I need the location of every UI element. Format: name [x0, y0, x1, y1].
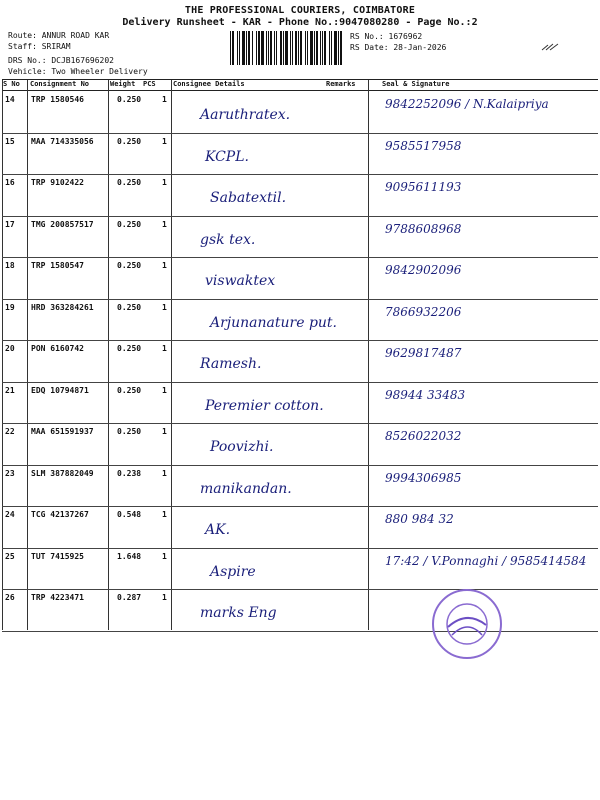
row-pcs: 1: [162, 593, 167, 602]
vehicle-label: Vehicle: Two Wheeler Delivery: [8, 67, 148, 76]
row-seal-signature: 17:42 / V.Ponnaghi / 9585414584: [385, 553, 587, 568]
row-consignee-handwritten: gsk tex.: [200, 231, 256, 248]
row-seal-signature: 7866932206: [385, 304, 462, 319]
row-sno: 21: [5, 385, 15, 395]
rs-number: RS No.: 1676962: [350, 32, 423, 41]
row-consignment-no: PON 6160742: [31, 344, 84, 353]
row-consignment-no: SLM 387882049: [31, 468, 94, 478]
row-consignee-handwritten: Arjunanature put.: [210, 314, 338, 331]
row-pcs: 1: [162, 178, 167, 187]
row-consignment-no: TCG 42137267: [31, 510, 89, 519]
row-consignment-no: TRP 9102422: [31, 178, 84, 187]
row-sno: 15: [5, 136, 15, 146]
row-sno: 20: [5, 344, 15, 353]
row-divider: [2, 506, 598, 507]
row-sno: 19: [5, 302, 15, 312]
row-consignment-no: TUT 7415925: [31, 551, 84, 561]
row-weight: 0.250: [117, 178, 142, 187]
row-consignment-no: TRP 1580546: [31, 95, 84, 104]
row-seal-signature: 9788608968: [385, 221, 462, 236]
row-seal-signature: 8526022032: [385, 429, 462, 443]
row-weight: 0.238: [117, 468, 142, 478]
row-seal-signature: 9585517958: [385, 138, 462, 153]
row-seal-signature: 9994306985: [385, 470, 462, 485]
row-divider: [2, 548, 598, 549]
row-divider: [2, 257, 598, 258]
row-consignment-no: MAA 651591937: [31, 427, 94, 436]
row-divider: [2, 174, 598, 175]
row-divider: [2, 340, 598, 341]
row-sno: 25: [5, 551, 15, 561]
row-pcs: 1: [162, 427, 167, 436]
row-weight: 0.250: [117, 219, 142, 229]
row-consignee-handwritten: AK.: [205, 522, 231, 538]
row-divider: [2, 465, 598, 466]
row-divider: [2, 631, 598, 632]
route-label: Route: ANNUR ROAD KAR: [8, 31, 110, 40]
row-weight: 0.250: [117, 261, 142, 270]
row-sno: 26: [5, 593, 15, 602]
row-sno: 18: [5, 261, 15, 270]
row-consignee-handwritten: Ramesh.: [200, 356, 262, 372]
row-seal-signature: 9629817487: [385, 346, 462, 360]
row-sno: 17: [5, 219, 15, 229]
row-weight: 0.548: [117, 510, 142, 519]
row-divider: [2, 216, 598, 217]
row-consignment-no: TMG 200857517: [31, 219, 94, 229]
header-remarks: Remarks: [326, 80, 356, 88]
row-seal-signature: 98944 33483: [385, 387, 466, 402]
row-pcs: 1: [162, 302, 167, 312]
row-pcs: 1: [162, 510, 167, 519]
row-pcs: 1: [162, 95, 167, 104]
header-seal: Seal & Signature: [382, 80, 450, 88]
row-pcs: 1: [162, 344, 167, 353]
row-pcs: 1: [162, 385, 167, 395]
rs-date: RS Date: 28-Jan-2026: [350, 43, 447, 52]
row-divider: [2, 299, 598, 300]
table-header-border: [2, 90, 598, 91]
seal-stamp-image: [428, 585, 506, 663]
barcode-image: [230, 31, 345, 65]
row-consignment-no: TRP 1580547: [31, 261, 84, 270]
drs-label: DRS No.: DCJB167696202: [8, 56, 114, 65]
header-consignment: Consignment No: [30, 80, 90, 88]
row-divider: [2, 133, 598, 134]
row-consignment-no: MAA 714335056: [31, 136, 94, 146]
row-weight: 0.250: [117, 95, 142, 104]
row-consignee-handwritten: Aaruthratex.: [200, 107, 291, 123]
row-weight: 0.250: [117, 385, 142, 395]
row-seal-signature: 880 984 32: [385, 512, 454, 526]
row-pcs: 1: [162, 261, 167, 270]
row-pcs: 1: [162, 219, 167, 229]
row-consignee-handwritten: viswaktex: [205, 273, 276, 289]
row-sno: 14: [5, 95, 15, 104]
row-weight: 0.250: [117, 136, 142, 146]
header-pcs: PCS: [143, 80, 156, 88]
row-consignee-handwritten: manikandan.: [200, 480, 292, 497]
row-divider: [2, 423, 598, 424]
row-consignee-handwritten: Sabatextil.: [210, 190, 287, 206]
row-seal-signature: 9842252096 / N.Kalaipriya: [385, 97, 549, 111]
row-sno: 23: [5, 468, 15, 478]
header-weight: Weight: [110, 80, 136, 88]
row-sno: 24: [5, 510, 15, 519]
row-weight: 0.250: [117, 302, 142, 312]
row-consignment-no: EDQ 10794871: [31, 385, 89, 395]
header-consignee: Consignee Details: [173, 80, 245, 88]
row-sno: 16: [5, 178, 15, 187]
row-consignment-no: HRD 363284261: [31, 302, 94, 312]
row-divider: [2, 589, 598, 590]
row-pcs: 1: [162, 468, 167, 478]
row-consignee-handwritten: marks Eng: [200, 605, 277, 621]
row-weight: 0.250: [117, 344, 142, 353]
document-title: THE PROFESSIONAL COURIERS, COIMBATORE: [184, 5, 416, 16]
row-divider: [2, 382, 598, 383]
row-consignment-no: TRP 4223471: [31, 593, 84, 602]
row-consignee-handwritten: Poovizhi.: [210, 439, 274, 455]
row-weight: 0.287: [117, 593, 142, 602]
document-subtitle: Delivery Runsheet - KAR - Phone No.:9047080280 - Page No.:2: [122, 17, 478, 28]
row-pcs: 1: [162, 551, 167, 561]
corner-mark-icon: [540, 42, 560, 52]
header-sno: S No: [3, 80, 20, 88]
row-weight: 1.648: [117, 551, 142, 561]
row-consignee-handwritten: KCPL.: [205, 148, 249, 165]
row-consignee-handwritten: Aspire: [210, 563, 256, 580]
row-seal-signature: 9095611193: [385, 180, 462, 194]
row-consignee-handwritten: Peremier cotton.: [205, 397, 324, 414]
row-weight: 0.250: [117, 427, 142, 436]
table-top-border: [2, 79, 598, 80]
row-pcs: 1: [162, 136, 167, 146]
row-sno: 22: [5, 427, 15, 436]
staff-label: Staff: SRIRAM: [8, 42, 71, 51]
row-seal-signature: 9842902096: [385, 263, 462, 277]
